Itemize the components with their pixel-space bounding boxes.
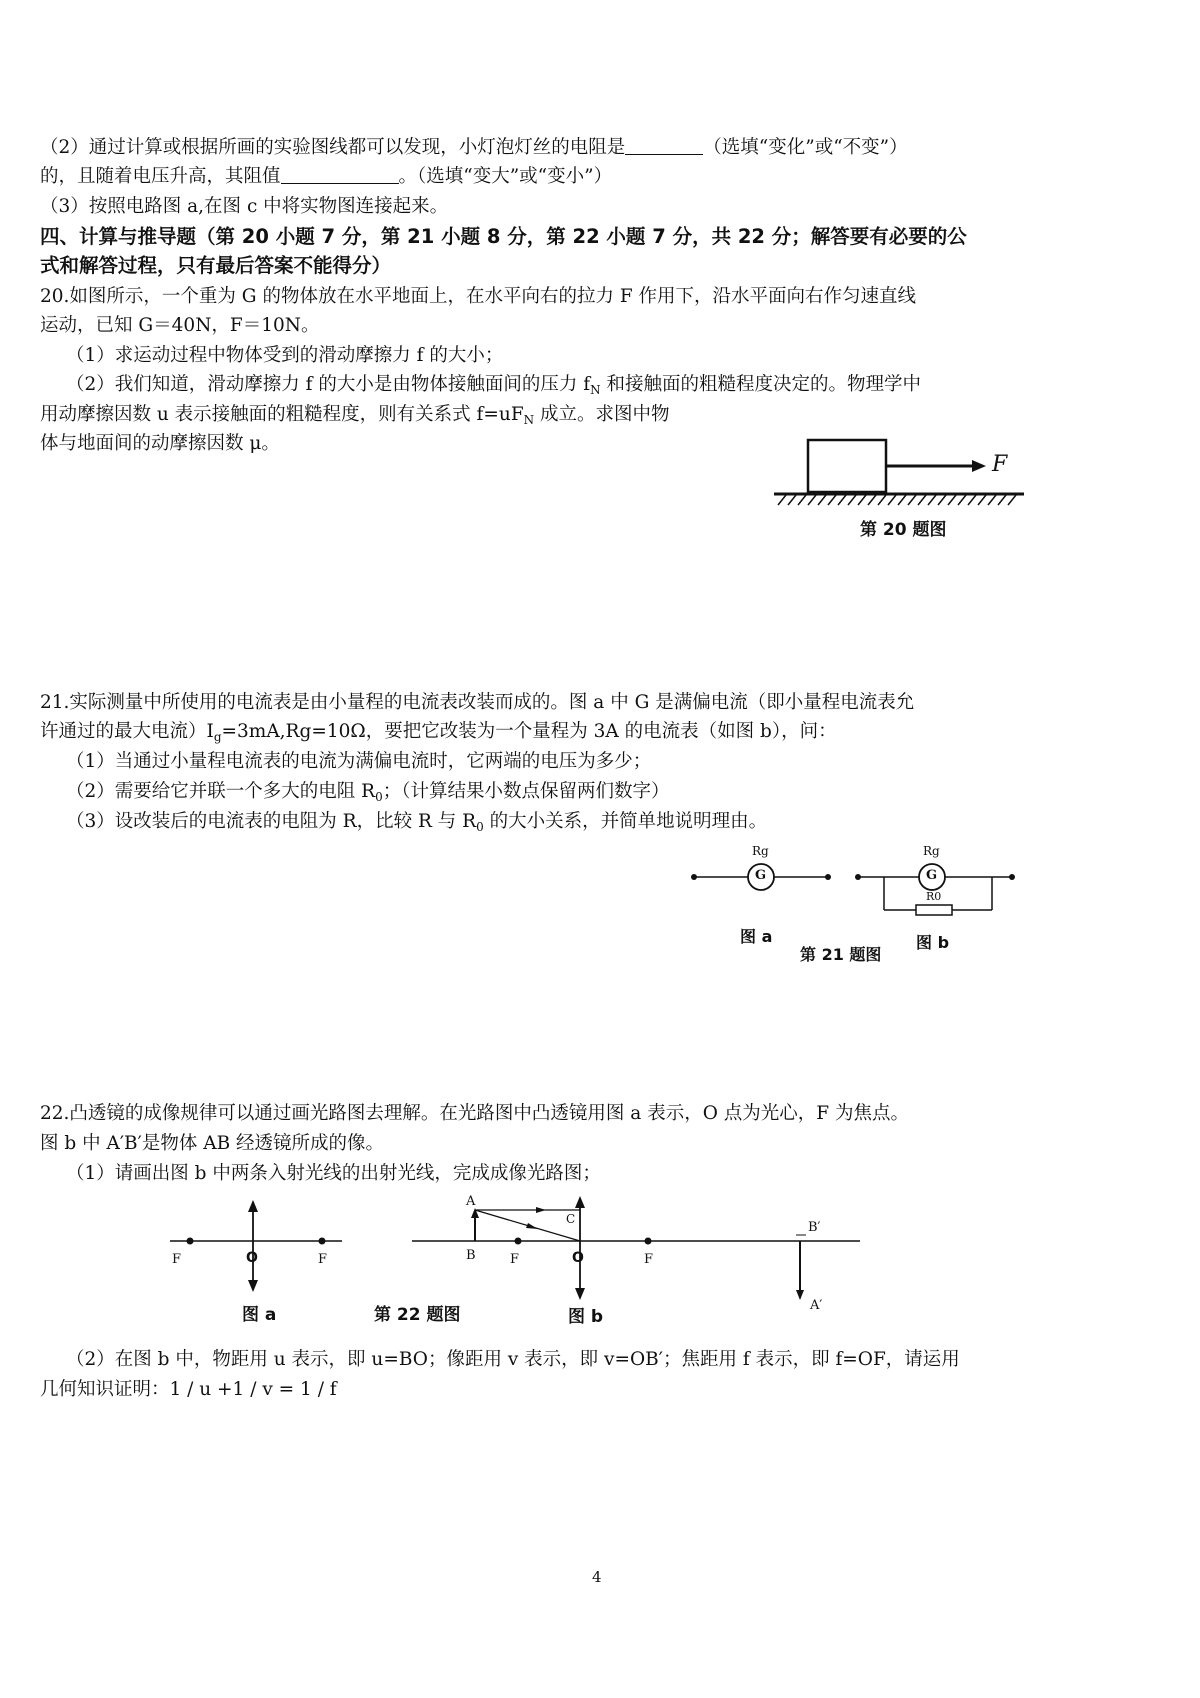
text: 和接触面的粗糙程度决定的。物理学中 [600,374,921,395]
q21-part2 [66,780,670,804]
subscript: g [213,730,222,744]
figure-20 [770,432,1030,542]
text: 许通过的最大电流）I [40,721,214,742]
text: 。（选填“变大”或“变小”） [398,166,613,187]
label-F-a-right: F [318,1252,328,1267]
block-force-diagram [770,432,1030,512]
rg-label-b: Rg [923,844,940,858]
figure-22-caption: 第 22 题图 [374,1305,461,1325]
q21-stem-line2 [40,720,837,744]
q19-part2-line2 [40,165,612,189]
g-label-b: G [926,868,938,883]
subscript: 0 [375,790,383,804]
label-F-a-left: F [172,1252,182,1267]
label-F-b-left: F [510,1252,520,1267]
text: （2）通过计算或根据所画的实验图线都可以发现，小灯泡灯丝的电阻是 [40,137,626,158]
text: 的大小关系，并简单地说明理由。 [483,811,768,832]
label-B-prime: B′ [808,1220,821,1235]
q20-part2-line3: 体与地面间的动摩擦因数 μ。 [40,433,280,454]
label-O-b: O [572,1250,584,1266]
figure-21-caption: 第 21 题图 [800,945,882,964]
label-C: C [566,1212,576,1226]
g-label-a: G [755,868,767,883]
q22-part2-line1: （2）在图 b 中，物距用 u 表示，即 u=BO；像距用 v 表示，即 v=OB′；焦距用 f 表示，即 f=OF，请运用 [66,1349,960,1370]
q20-stem-line1: 20.如图所示，一个重为 G 的物体放在水平地面上，在水平向右的拉力 F 作用下，沿水平面向右作匀速直线 [40,286,917,307]
section-heading-line1: 四、计算与推导题（第 20 小题 7 分，第 21 小题 8 分，第 22 小题 7 分，共 22 分；解答要有必要的公 [40,225,967,248]
figure-21a-label: 图 a [740,927,773,946]
q22-part2-line2: 几何知识证明：1 / u +1 / v = 1 / f [40,1379,337,1400]
label-A-prime: A′ [810,1298,823,1313]
figure-22a-label: 图 a [242,1305,277,1325]
label-O-a: O [246,1250,258,1266]
label-F-b-right: F [644,1252,654,1267]
answer-blank-2[interactable] [281,165,399,184]
lens-arrow-up-icon [248,1200,258,1212]
q21-part3 [66,810,767,834]
figure-22b-label: 图 b [568,1307,604,1327]
figure-22 [160,1190,860,1330]
text: 用动摩擦因数 u 表示接触面的粗糙程度，则有关系式 f=uF [40,404,524,425]
r0-label: R0 [926,890,942,903]
block [808,440,886,492]
label-B: B [466,1248,476,1263]
q19-part3: （3）按照电路图 a,在图 c 中将实物图连接起来。 [40,196,449,217]
answer-blank-1[interactable] [625,136,703,155]
figure-20-caption: 第 20 题图 [860,520,947,540]
subscript: N [590,383,601,397]
q22-stem-line1: 22.凸透镜的成像规律可以通过画光路图去理解。在光路图中凸透镜用图 a 表示，O 点为光心，F 为焦点。 [40,1103,909,1124]
force-label: F [992,452,1008,477]
q20-part1: （1）求运动过程中物体受到的滑动摩擦力 f 的大小； [66,345,504,366]
shunt-resistor [916,905,952,915]
subscript: 0 [476,820,484,834]
q20-part2-line1 [66,373,921,397]
text: （选填“变化”或“不变”） [703,137,908,158]
q22-part1: （1）请画出图 b 中两条入射光线的出射光线，完成成像光路图； [66,1163,601,1184]
subscript: N [523,413,535,427]
lens-arrow-down-icon [248,1280,258,1292]
q21-stem-line1: 21.实际测量中所使用的电流表是由小量程的电流表改装而成的。图 a 中 G 是满偏电流（即小量程电流表允 [40,692,915,713]
text: （2）我们知道，滑动摩擦力 f 的大小是由物体接触面间的压力 f [66,374,591,395]
q20-part2-line2 [40,403,670,427]
rg-label-a: Rg [752,844,769,858]
text: ；（计算结果小数点保留两们数字） [382,781,670,802]
q22-stem-line2: 图 b 中 A′B′是物体 AB 经透镜所成的像。 [40,1133,385,1154]
page-number: 4 [592,1568,602,1586]
text: 的，且随着电压升高，其阻值 [40,166,281,187]
arrow-head-icon [972,460,986,472]
q21-part1: （1）当通过小量程电流表的电流为满偏电流时，它两端的电压为多少； [66,751,652,772]
label-A: A [466,1194,476,1209]
figure-21b-label: 图 b [916,933,950,952]
text: 成立。求图中物 [534,404,670,425]
q20-stem-line2: 运动，已知 G＝40N，F＝10N。 [40,315,320,336]
ground-hatch [778,495,1016,505]
text: =3mA,Rg=10Ω，要把它改装为一个量程为 3A 的电流表（如图 b），问： [221,721,837,742]
q19-part2-line1 [40,136,908,160]
text: （2）需要给它并联一个多大的电阻 R [66,781,376,802]
figure-21 [688,842,1028,967]
ammeter-circuits [688,842,1028,922]
text: （3）设改装后的电流表的电阻为 R，比较 R 与 R [66,811,477,832]
section-heading-line2: 式和解答过程，只有最后答案不能得分） [40,254,392,277]
